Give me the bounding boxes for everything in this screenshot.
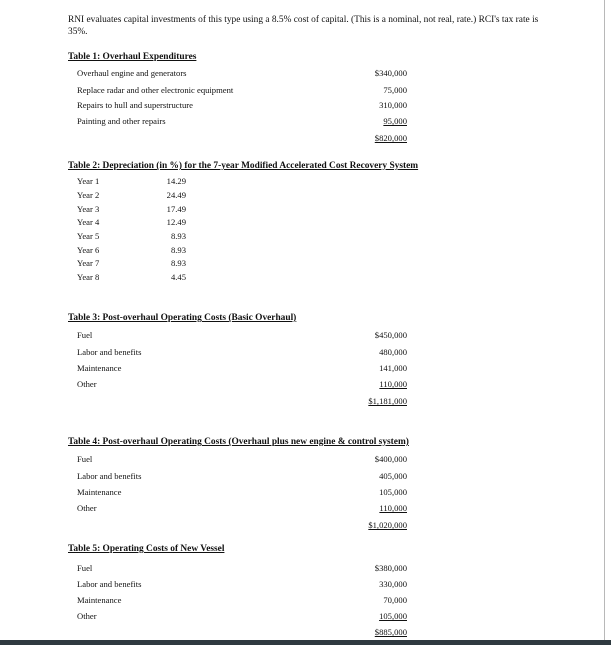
table5-row-label: Maintenance xyxy=(77,595,122,605)
table5-row-value: 105,000 xyxy=(379,611,407,621)
table2-year-label: Year 8 xyxy=(77,272,100,282)
table1-row-label: Repairs to hull and superstructure xyxy=(77,100,193,110)
table5-row-label: Fuel xyxy=(77,563,93,573)
table1-row-value: 95,000 xyxy=(383,116,407,126)
table4-title: Table 4: Post-overhaul Operating Costs (Overhaul plus new engine & control system) xyxy=(68,437,409,447)
table5-row-value: 70,000 xyxy=(383,595,407,605)
table1-total: $820,000 xyxy=(374,133,407,143)
table2-year-value: 8.93 xyxy=(170,231,186,241)
table5-row-value: 330,000 xyxy=(379,579,407,589)
table5-row-label: Other xyxy=(77,611,97,621)
table3-row-label: Other xyxy=(77,379,97,389)
table3-row-value: 480,000 xyxy=(379,347,407,357)
table4-row-label: Labor and benefits xyxy=(77,471,142,481)
table1-row-label: Replace radar and other electronic equipment xyxy=(77,85,234,95)
table3-row-value: $450,000 xyxy=(374,330,407,340)
table4-row-value: $400,000 xyxy=(374,454,407,464)
table2-year-label: Year 6 xyxy=(77,245,100,255)
table2-year-label: Year 1 xyxy=(77,176,100,186)
intro-paragraph: RNI evaluates capital investments of this type using a 8.5% cost of capital. (This is a nominal, not real, rate.) RCI's tax rate is 35%. xyxy=(68,15,539,37)
table2-year-label: Year 3 xyxy=(77,204,100,214)
table4-total: $1,020,000 xyxy=(368,520,407,530)
table3-row-value: 110,000 xyxy=(379,379,407,389)
table3-row-label: Labor and benefits xyxy=(77,347,142,357)
table2-year-value: 8.93 xyxy=(170,245,186,255)
table4-row-label: Other xyxy=(77,503,97,513)
table1-row-label: Overhaul engine and generators xyxy=(77,68,187,78)
table3-row-label: Maintenance xyxy=(77,363,122,373)
table5-title: Table 5: Operating Costs of New Vessel xyxy=(68,544,225,554)
table4-row-label: Fuel xyxy=(77,454,93,464)
table2-year-label: Year 5 xyxy=(77,231,100,241)
table1-row-value: 310,000 xyxy=(379,100,407,110)
table3-row-label: Fuel xyxy=(77,330,93,340)
table3-total: $1,181,000 xyxy=(368,396,407,406)
table5-total: $885,000 xyxy=(374,627,407,637)
table1-row-label: Painting and other repairs xyxy=(77,116,166,126)
table4-row-value: 405,000 xyxy=(379,471,407,481)
bottom-scrollbar[interactable] xyxy=(0,640,611,645)
table2-title: Table 2: Depreciation (in %) for the 7-year Modified Accelerated Cost Recovery System xyxy=(68,161,419,171)
table2-year-label: Year 4 xyxy=(77,217,100,227)
table3-row-value: 141,000 xyxy=(379,363,407,373)
table5-row-value: $380,000 xyxy=(374,563,407,573)
table5-row-label: Labor and benefits xyxy=(77,579,142,589)
table2-year-value: 4.45 xyxy=(170,272,186,282)
table2-year-value: 14.29 xyxy=(166,176,186,186)
table2-year-value: 12.49 xyxy=(166,217,186,227)
table2-year-label: Year 7 xyxy=(77,258,100,268)
table4-row-label: Maintenance xyxy=(77,487,122,497)
table2-year-label: Year 2 xyxy=(77,190,100,200)
table2-year-value: 17.49 xyxy=(166,204,186,214)
table4-row-value: 105,000 xyxy=(379,487,407,497)
table1-title: Table 1: Overhaul Expenditures xyxy=(68,52,197,62)
table1-row-value: $340,000 xyxy=(374,68,407,78)
table2-year-value: 24.49 xyxy=(166,190,186,200)
table4-row-value: 110,000 xyxy=(379,503,407,513)
table1-row-value: 75,000 xyxy=(383,85,407,95)
table3-title: Table 3: Post-overhaul Operating Costs (Basic Overhaul) xyxy=(68,313,297,323)
table2-year-value: 8.93 xyxy=(170,258,186,268)
